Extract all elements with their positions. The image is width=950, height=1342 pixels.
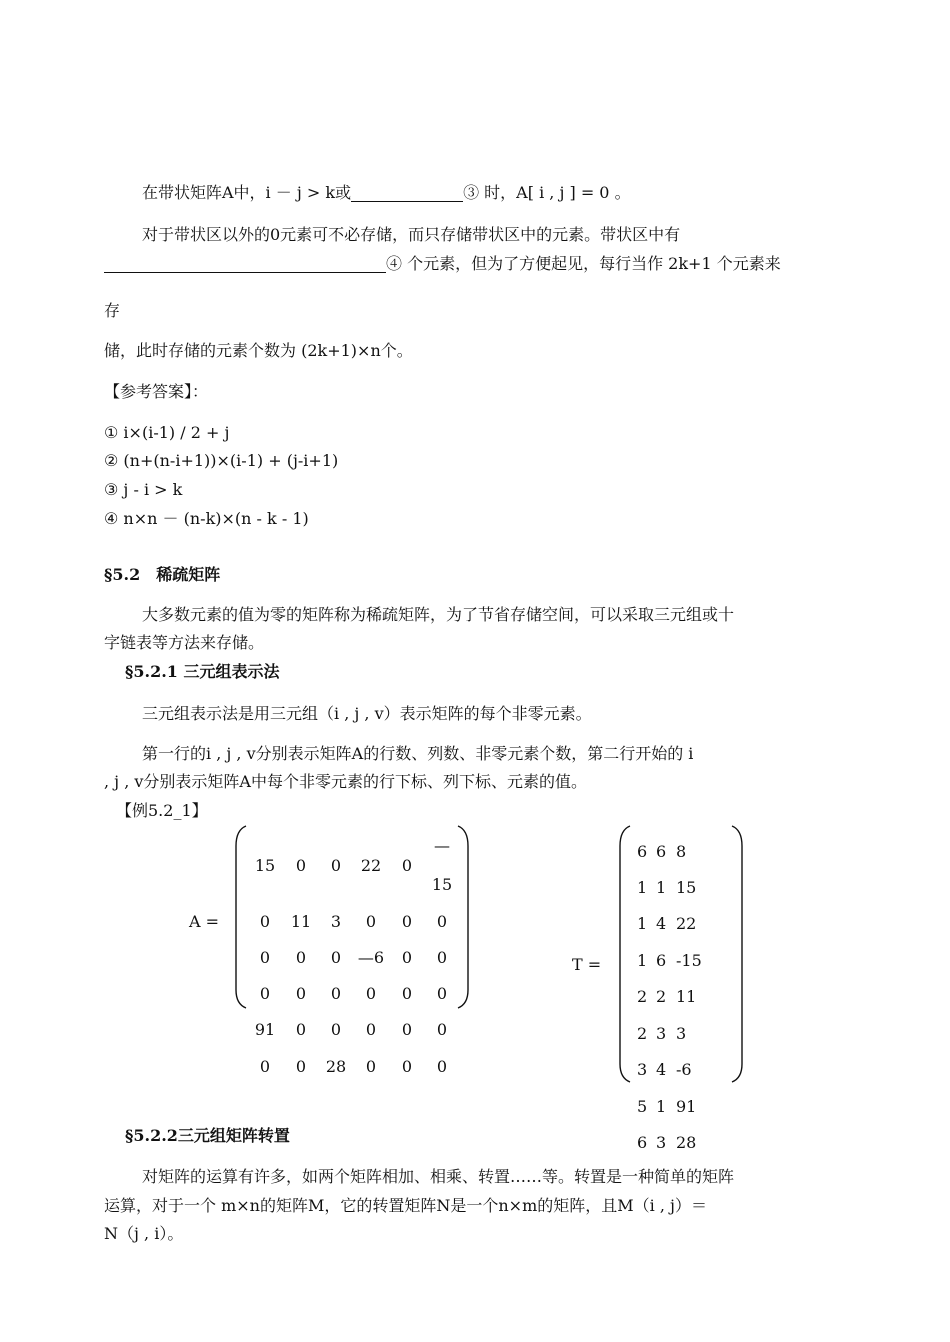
matrix-t-cell: 1 [656,1097,667,1116]
section-heading-5-2: §5.2 稀疏矩阵 [104,565,221,584]
matrix-t-cell: 22 [676,914,697,933]
matrix-t-cell: 11 [676,987,697,1006]
matrix-a-cell: 0 [259,948,271,967]
answer-item-4: ④ n×n － (n-k)×(n - k - 1) [104,509,309,528]
matrix-t-right-bracket [732,826,742,1082]
matrix-a-cell: 0 [295,1020,307,1039]
band-line-1-pre: 在带状矩阵A中，i － j > k或 [142,183,352,202]
matrix-a-cell: 0 [401,1020,413,1039]
matrix-a-cell: 0 [436,1057,448,1076]
answer-item-1: ① i×(i-1) / 2 + j [104,423,230,442]
matrix-a-cell: 0 [401,856,413,875]
matrix-t-cell: 2 [637,987,648,1006]
answer-item-3: ③ j - i > k [104,480,183,499]
matrix-a-cell: 0 [295,948,307,967]
band-line-4: 存 [104,301,121,320]
matrix-t-cell: 15 [676,878,697,897]
matrix-t-cell: 6 [656,951,667,970]
matrix-t-cell: 1 [637,951,648,970]
matrix-a-cell: 0 [436,912,448,931]
matrix-a-cell: 0 [401,984,413,1003]
matrix-a-cell: 0 [295,984,307,1003]
matrix-a-cell: 0 [259,984,271,1003]
section-5-2-1-para-2-line-1: 第一行的i , j , v分别表示矩阵A的行数、列数、非零元素个数，第二行开始的 i [142,744,694,763]
section-heading-5-2-1: §5.2.1 三元组表示法 [125,662,280,681]
matrix-t-cell: 6 [656,842,667,861]
matrix-a-cell: 15 [431,875,453,894]
matrix-a-cell: 15 [254,856,276,875]
matrix-a-label: A = [189,912,220,931]
matrix-a-cell: 0 [330,1020,342,1039]
matrix-t-cell: 4 [656,914,667,933]
matrix-a-cell: 0 [295,856,307,875]
matrix-t-cell: 5 [637,1097,648,1116]
section-5-2-1-para-2-line-2: , j , v分别表示矩阵A中每个非零元素的行下标、列下标、元素的值。 [104,772,587,791]
matrix-a-cell: 0 [436,948,448,967]
matrix-t-cell: 3 [656,1024,667,1043]
matrix-t-left-bracket [620,826,630,1082]
matrix-a-cell: 3 [330,912,342,931]
section-5-2-2-para-line-2: 运算，对于一个 m×n的矩阵M，它的转置矩阵N是一个n×m的矩阵，且M（i , j）＝ [104,1196,707,1215]
band-line-1-post: ③ 时，A[ i , j ] = 0 。 [463,183,631,202]
matrix-a-cell: 11 [290,912,312,931]
matrix-t-cell: -6 [676,1060,692,1079]
matrix-t-cell: 2 [637,1024,648,1043]
matrix-a-cell: 0 [365,984,377,1003]
section-5-2-para-line-2: 字链表等方法来存储。 [104,633,265,652]
matrix-a-cell: 0 [365,912,377,931]
matrix-a-cell: 91 [254,1020,276,1039]
matrix-a-cell: 0 [365,1020,377,1039]
matrix-t-cell: 2 [656,987,667,1006]
matrix-a-cell: 0 [401,948,413,967]
matrix-a-cell: 0 [330,856,342,875]
band-line-3-post: ④ 个元素，但为了方便起见，每行当作 2k+1 个元素来 [386,254,781,273]
matrix-a-cell: 0 [295,1057,307,1076]
matrix-a-cell: 0 [259,912,271,931]
matrix-t-cell: -15 [676,951,702,970]
matrix-a-cell: 0 [401,1057,413,1076]
matrix-t-cell: 1 [637,878,648,897]
example-label: 【例5.2_1】 [116,801,208,820]
matrix-t-cell: 6 [637,1133,648,1152]
section-heading-5-2-2: §5.2.2三元组矩阵转置 [125,1126,290,1145]
matrix-a-cell: 28 [325,1057,347,1076]
section-5-2-para-line-1: 大多数元素的值为零的矩阵称为稀疏矩阵，为了节省存储空间，可以采取三元组或十 [142,605,735,624]
section-5-2-2-para-line-1: 对矩阵的运算有许多，如两个矩阵相加、相乘、转置……等。转置是一种简单的矩阵 [142,1167,735,1186]
band-line-2: 对于带状区以外的0元素可不必存储，而只存储带状区中的元素。带状区中有 [142,225,681,244]
matrix-a-cell-minus-sign: — [434,836,450,855]
matrix-a-cell: 0 [365,1057,377,1076]
matrix-t-cell: 28 [676,1133,697,1152]
matrix-t-cell: 8 [676,842,687,861]
matrix-t-cell: 3 [637,1060,648,1079]
matrix-a-cell: 0 [330,984,342,1003]
matrix-a-cell: —6 [357,948,385,967]
matrix-t-cell: 91 [676,1097,697,1116]
matrix-a-cell: 0 [259,1057,271,1076]
matrix-a-cell: 0 [330,948,342,967]
matrix-a-cell: 0 [436,1020,448,1039]
matrix-t-cell: 4 [656,1060,667,1079]
matrix-a-cell: 22 [360,856,382,875]
matrix-t-cell: 3 [656,1133,667,1152]
matrix-t-label: T = [572,955,602,974]
matrix-t-cell: 3 [676,1024,687,1043]
matrix-a-cell: 0 [401,912,413,931]
section-5-2-1-para-1: 三元组表示法是用三元组（i , j , v）表示矩阵的每个非零元素。 [142,704,592,723]
matrix-t-cell: 6 [637,842,648,861]
answer-item-2: ② (n+(n-i+1))×(i-1) + (j-i+1) [104,451,339,470]
answers-header: 【参考答案】： [104,382,209,401]
section-5-2-2-para-line-3: N（j , i）。 [104,1224,184,1243]
matrix-t-cell: 1 [637,914,648,933]
band-line-5: 储，此时存储的元素个数为 (2k+1)×n个。 [104,341,413,360]
matrix-a-cell: 0 [436,984,448,1003]
matrix-t-cell: 1 [656,878,667,897]
